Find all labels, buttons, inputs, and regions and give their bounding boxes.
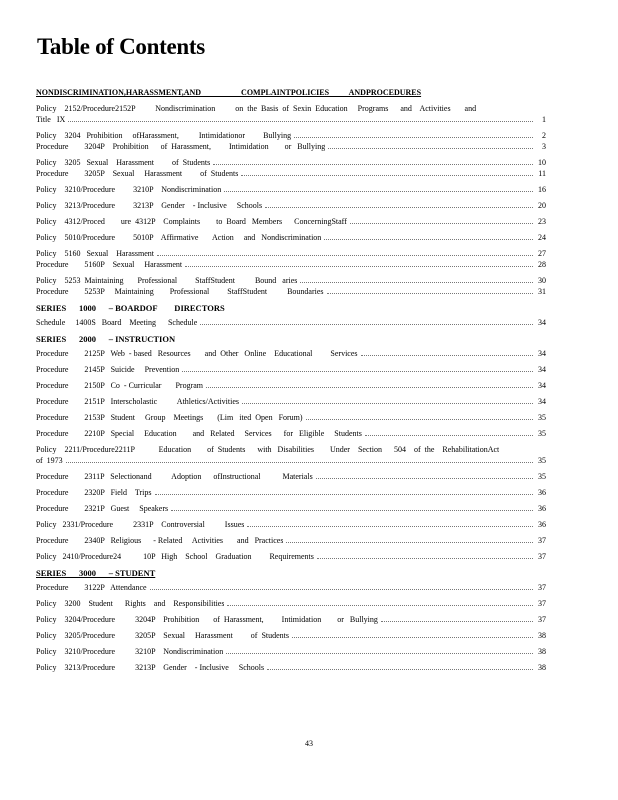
dot-leader xyxy=(247,526,533,527)
toc-entry[interactable] xyxy=(36,614,546,625)
toc-page-number: 11 xyxy=(538,169,546,178)
series-heading: SERIES 1000 – BOARDOF DIRECTORS xyxy=(36,303,225,313)
dot-leader xyxy=(365,435,533,436)
dot-leader xyxy=(327,293,533,294)
toc-line xyxy=(36,216,546,227)
page-title: Table of Contents xyxy=(37,34,205,59)
toc-page-number: 36 xyxy=(538,504,546,513)
toc-entry-title: Procedure 2210P Special Education and Related Services for Eligible Students xyxy=(36,429,362,438)
toc-line xyxy=(36,487,546,498)
toc-entry[interactable] xyxy=(36,184,546,195)
toc-entry-title: of 1973 xyxy=(36,456,63,465)
toc-page-number: 34 xyxy=(538,349,546,358)
toc-line xyxy=(36,614,546,625)
dot-leader xyxy=(66,462,533,463)
dot-leader xyxy=(286,542,533,543)
toc-entry[interactable] xyxy=(36,348,546,359)
toc-entry-title: Procedure 2320P Field Trips xyxy=(36,488,152,497)
toc-page-number: 1 xyxy=(542,115,546,124)
toc-entry[interactable] xyxy=(36,646,546,657)
toc-entry[interactable] xyxy=(36,157,546,179)
toc-entry-title: Policy 5253 Maintaining Professional StaffStudent Bound aries xyxy=(36,276,298,285)
dot-leader xyxy=(328,148,533,149)
toc-entry-title: Policy 2331/Procedure 2331P Controversial Issues xyxy=(36,520,245,529)
toc-line xyxy=(36,396,546,407)
dot-leader xyxy=(155,494,534,495)
toc-entry[interactable] xyxy=(36,396,546,407)
toc-page-number: 30 xyxy=(538,276,546,285)
toc-page-number: 28 xyxy=(538,260,546,269)
dot-leader xyxy=(182,371,533,372)
dot-leader xyxy=(226,653,533,654)
toc-entry[interactable] xyxy=(36,412,546,423)
toc-line xyxy=(36,471,546,482)
dot-leader xyxy=(200,324,533,325)
dot-leader xyxy=(267,669,533,670)
toc-page-number: 10 xyxy=(538,158,546,167)
toc-entry-title: Policy 3213/Procedure 3213P Gender - Inclusive Schools xyxy=(36,663,265,672)
toc-page-number: 38 xyxy=(538,647,546,656)
dot-leader xyxy=(224,191,533,192)
dot-leader xyxy=(213,164,533,165)
dot-leader xyxy=(171,510,533,511)
toc-entry-title: Policy 2152/Procedure2152P Nondiscrimination on the Basis of Sexin Education Programs and Activities and xyxy=(36,104,477,113)
toc-page-number: 35 xyxy=(538,413,546,422)
toc-page-number: 27 xyxy=(538,249,546,258)
toc-entry-title: Policy 3213/Procedure 3213P Gender - Inclusive Schools xyxy=(36,201,263,210)
toc-entry-title: Procedure 2340P Religious - Related Activities and Practices xyxy=(36,536,284,545)
toc-line xyxy=(36,428,546,439)
dot-leader xyxy=(150,589,533,590)
toc-entry-title: Policy 3204/Procedure 3204P Prohibition of Harassment, Intimidation or Bullying xyxy=(36,615,378,624)
toc-line xyxy=(36,157,546,168)
dot-leader xyxy=(185,266,533,267)
toc-line xyxy=(36,582,546,593)
dot-leader xyxy=(241,175,533,176)
toc-line xyxy=(36,503,546,514)
toc-entry[interactable] xyxy=(36,216,546,227)
toc-entry[interactable] xyxy=(36,535,546,546)
toc-entry[interactable] xyxy=(36,248,546,270)
toc-line xyxy=(36,130,546,141)
toc-entry-title: Policy 4312/Proced ure 4312P Complaints to Board Members ConcerningStaff xyxy=(36,217,347,226)
toc-entry-title: Procedure 2321P Guest Speakers xyxy=(36,504,169,513)
toc-entry[interactable] xyxy=(36,519,546,530)
toc-entry-title: Procedure 3204P Prohibition of Harassment, Intimidation or Bullying xyxy=(36,142,326,151)
series-heading: SERIES 3000 – STUDENT xyxy=(36,568,156,578)
toc-line xyxy=(36,317,546,328)
dot-leader xyxy=(206,387,533,388)
toc-line xyxy=(36,259,546,270)
toc-entry[interactable] xyxy=(36,487,546,498)
toc-line xyxy=(36,630,546,641)
dot-leader xyxy=(324,239,533,240)
toc-page-number: 34 xyxy=(538,318,546,327)
toc-line xyxy=(36,141,546,152)
toc-page-number: 34 xyxy=(538,365,546,374)
page-number: 43 xyxy=(305,739,313,748)
toc-entry[interactable] xyxy=(36,662,546,673)
toc-entry-title: Procedure 5160P Sexual Harassment xyxy=(36,260,183,269)
toc-line xyxy=(36,551,546,562)
toc-entry[interactable] xyxy=(36,598,546,609)
toc-entry[interactable] xyxy=(36,364,546,375)
toc-page-number: 2 xyxy=(542,131,546,140)
toc-page-number: 20 xyxy=(538,201,546,210)
toc-page-number: 35 xyxy=(538,472,546,481)
toc-entry-title: Procedure 2145P Suicide Prevention xyxy=(36,365,180,374)
toc-entry[interactable] xyxy=(36,630,546,641)
toc-entry-title: Procedure 2125P Web - based Resources and Other Online Educational Services xyxy=(36,349,358,358)
toc-entry[interactable] xyxy=(36,503,546,514)
dot-leader xyxy=(316,478,533,479)
toc-line xyxy=(36,380,546,391)
toc-line xyxy=(36,200,546,211)
toc-page-number: 36 xyxy=(538,488,546,497)
toc-line xyxy=(36,444,546,455)
toc-entry-title: Policy 3200 Student Rights and Responsibilities xyxy=(36,599,225,608)
series-heading: SERIES 2000 – INSTRUCTION xyxy=(36,334,176,344)
dot-leader xyxy=(294,137,533,138)
toc-line xyxy=(36,646,546,657)
table-of-contents xyxy=(36,88,546,678)
toc-entry[interactable] xyxy=(36,130,546,152)
toc-page-number: 34 xyxy=(538,381,546,390)
toc-entry-title: Procedure 5253P Maintaining Professional StaffStudent Boundaries xyxy=(36,287,324,296)
toc-entry-title: Procedure 2151P Interscholastic Athletics/Activities xyxy=(36,397,239,406)
toc-entry-title: Procedure 3122P Attendance xyxy=(36,583,147,592)
dot-leader xyxy=(265,207,533,208)
toc-entry-title: Policy 5160 Sexual Harassment xyxy=(36,249,154,258)
dot-leader xyxy=(227,605,533,606)
toc-page-number: 37 xyxy=(538,599,546,608)
toc-entry-title: Title IX xyxy=(36,115,66,124)
dot-leader xyxy=(306,419,533,420)
dot-leader xyxy=(350,223,533,224)
toc-entry[interactable] xyxy=(36,551,546,562)
toc-entry-title: Procedure 2153P Student Group Meetings (Lim ited Open Forum) xyxy=(36,413,303,422)
toc-page-number: 35 xyxy=(538,456,546,465)
toc-entry[interactable] xyxy=(36,380,546,391)
toc-line xyxy=(36,598,546,609)
toc-page-number: 37 xyxy=(538,552,546,561)
toc-entry[interactable] xyxy=(36,444,546,466)
toc-page-number: 3 xyxy=(542,142,546,151)
toc-page-number: 16 xyxy=(538,185,546,194)
toc-line xyxy=(36,662,546,673)
dot-leader xyxy=(292,637,533,638)
toc-page-number: 37 xyxy=(538,583,546,592)
toc-line xyxy=(36,364,546,375)
dot-leader xyxy=(317,558,533,559)
toc-line xyxy=(36,286,546,297)
toc-page-number: 34 xyxy=(538,397,546,406)
toc-line xyxy=(36,184,546,195)
dot-leader xyxy=(300,282,533,283)
toc-page-number: 38 xyxy=(538,663,546,672)
toc-entry[interactable] xyxy=(36,232,546,243)
toc-line xyxy=(36,455,546,466)
toc-line xyxy=(36,535,546,546)
toc-line xyxy=(36,519,546,530)
dot-leader xyxy=(381,621,533,622)
toc-entry[interactable] xyxy=(36,471,546,482)
toc-entry-title: Procedure 2311P Selectionand Adoption ofInstructional Materials xyxy=(36,472,313,481)
toc-line xyxy=(36,348,546,359)
toc-entry[interactable] xyxy=(36,317,546,328)
toc-line xyxy=(36,275,546,286)
toc-page-number: 38 xyxy=(538,631,546,640)
toc-line xyxy=(36,232,546,243)
dot-leader xyxy=(242,403,533,404)
toc-line xyxy=(36,103,546,114)
section-header: NONDISCRIMINATION,HARASSMENT,AND COMPLAINTPOLICIES ANDPROCEDURES xyxy=(36,88,422,97)
toc-entry-title: Procedure 2150P Co - Curricular Program xyxy=(36,381,204,390)
toc-entry-title: Policy 2410/Procedure24 10P High School Graduation Requirements xyxy=(36,552,314,561)
toc-entry[interactable] xyxy=(36,428,546,439)
toc-entry-title: Procedure 3205P Sexual Harassment of Students xyxy=(36,169,239,178)
toc-page-number: 31 xyxy=(538,287,546,296)
toc-page-number: 37 xyxy=(538,536,546,545)
toc-entry-title: Policy 3210/Procedure 3210P Nondiscrimination xyxy=(36,185,222,194)
toc-page-number: 36 xyxy=(538,520,546,529)
dot-leader xyxy=(157,255,533,256)
toc-line xyxy=(36,168,546,179)
toc-entry-title: Policy 3205/Procedure 3205P Sexual Harassment of Students xyxy=(36,631,290,640)
toc-entry[interactable] xyxy=(36,582,546,593)
toc-entry-title: Policy 2211/Procedure2211P Education of Students with Disabilities Under Section 504 of the RehabilitationAct xyxy=(36,445,500,454)
toc-entry[interactable] xyxy=(36,103,546,125)
toc-page-number: 23 xyxy=(538,217,546,226)
toc-line xyxy=(36,114,546,125)
toc-entry-title: Policy 3204 Prohibition ofHarassment, Intimidationor Bullying xyxy=(36,131,292,140)
dot-leader xyxy=(68,121,533,122)
toc-entry-title: Policy 3205 Sexual Harassment of Students xyxy=(36,158,211,167)
toc-entry-title: Schedule 1400S Board Meeting Schedule xyxy=(36,318,198,327)
toc-page-number: 37 xyxy=(538,615,546,624)
toc-line xyxy=(36,248,546,259)
toc-line xyxy=(36,412,546,423)
toc-entry-title: Policy 3210/Procedure 3210P Nondiscrimination xyxy=(36,647,224,656)
toc-entry-title: Policy 5010/Procedure 5010P Affirmative Action and Nondiscrimination xyxy=(36,233,322,242)
toc-entry[interactable] xyxy=(36,275,546,297)
toc-page-number: 24 xyxy=(538,233,546,242)
toc-page-number: 35 xyxy=(538,429,546,438)
toc-entry[interactable] xyxy=(36,200,546,211)
dot-leader xyxy=(361,355,533,356)
